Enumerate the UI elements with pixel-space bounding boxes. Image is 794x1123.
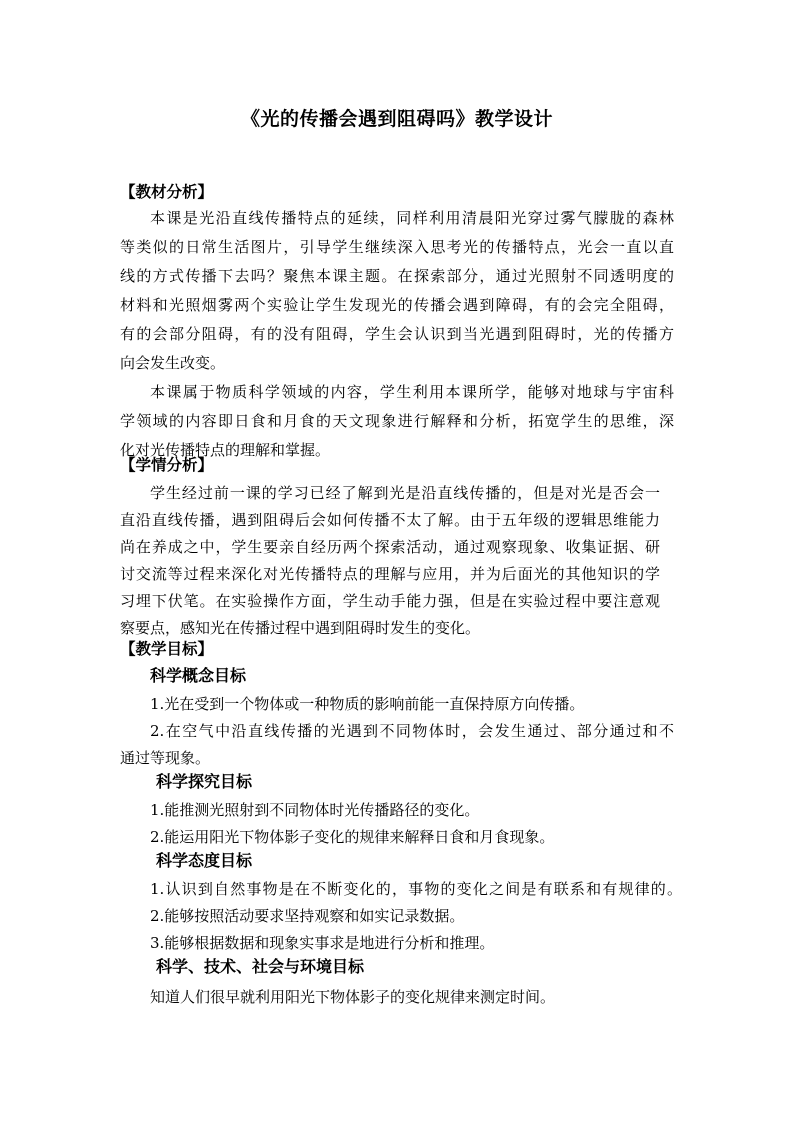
paragraph-line: 向会发生改变。 (120, 354, 226, 372)
paragraph-line: 直沿直线传播，遇到阻碍后会如何传播不太了解。由于五年级的逻辑思维能力 (120, 511, 660, 529)
paragraph-line: 线的方式传播下去吗？聚焦本课主题。在探索部分，通过光照射不同透明度的 (120, 267, 674, 285)
objective-item: 3.能够根据数据和现象实事求是地进行分析和推理。 (150, 934, 495, 952)
paragraph-line: 本课是光沿直线传播特点的延续，同样利用清晨阳光穿过雾气朦胧的森林 (150, 209, 674, 227)
paragraph-line: 尚在养成之中，学生要亲自经历两个探索活动，通过观察现象、收集证据、研 (120, 538, 660, 556)
objective-item: 通过等现象。 (120, 749, 211, 767)
objective-item: 知道人们很早就利用阳光下物体影子的变化规律来测定时间。 (150, 988, 556, 1006)
paragraph-line: 等类似的日常生活图片，引导学生继续深入思考光的传播特点，光会一直以直 (120, 238, 674, 256)
section-heading-student-analysis: 【学情分析】 (120, 456, 214, 474)
paragraph-line: 学领域的内容即日食和月食的天文现象进行解释和分析，拓宽学生的思维，深 (120, 412, 674, 430)
paragraph-line: 讨交流等过程来深化对光传播特点的理解与应用，并为后面光的其他知识的学 (120, 565, 660, 583)
page-title: 《光的传播会遇到阻碍吗》教学设计 (240, 108, 553, 130)
objective-item: 2.能够按照活动要求坚持观察和如实记录数据。 (150, 907, 465, 925)
objective-item: 1.光在受到一个物体或一种物质的影响前能一直保持原方向传播。 (150, 695, 585, 713)
objective-item: 1.认识到自然事物是在不断变化的，事物的变化之间是有联系和有规律的。 (150, 880, 682, 898)
paragraph-line: 察要点，感知光在传播过程中遇到阻碍时发生的变化。 (120, 619, 481, 637)
section-heading-textbook-analysis: 【教材分析】 (120, 183, 214, 201)
objective-item: 2.能运用阳光下物体影子变化的规律来解释日食和月食现象。 (150, 828, 555, 846)
paragraph-line: 学生经过前一课的学习已经了解到光是沿直线传播的，但是对光是否会一 (150, 484, 660, 502)
paragraph-line: 本课属于物质科学领域的内容，学生利用本课所学，能够对地球与宇宙科 (150, 383, 674, 401)
subheading-attitude-objectives: 科学态度目标 (156, 851, 253, 870)
paragraph-line: 习埋下伏笔。在实验操作方面，学生动手能力强，但是在实验过程中要注意观 (120, 592, 660, 610)
objective-item: 2.在空气中沿直线传播的光遇到不同物体时，会发生通过、部分通过和不 (150, 722, 674, 740)
subheading-inquiry-objectives: 科学探究目标 (156, 772, 253, 791)
paragraph-line: 化对光传播特点的理解和掌握。 (120, 441, 331, 459)
subheading-concept-objectives: 科学概念目标 (150, 666, 247, 685)
objective-item: 1.能推测光照射到不同物体时光传播路径的变化。 (150, 801, 480, 819)
paragraph-line: 材料和光照烟雾两个实验让学生发现光的传播会遇到障碍，有的会完全阻碍， (120, 296, 674, 314)
paragraph-line: 有的会部分阻碍，有的没有阻碍，学生会认识到当光遇到阻碍时，光的传播方 (120, 325, 674, 343)
subheading-sts-objectives: 科学、技术、社会与环境目标 (156, 957, 365, 976)
section-heading-objectives: 【教学目标】 (120, 640, 214, 658)
